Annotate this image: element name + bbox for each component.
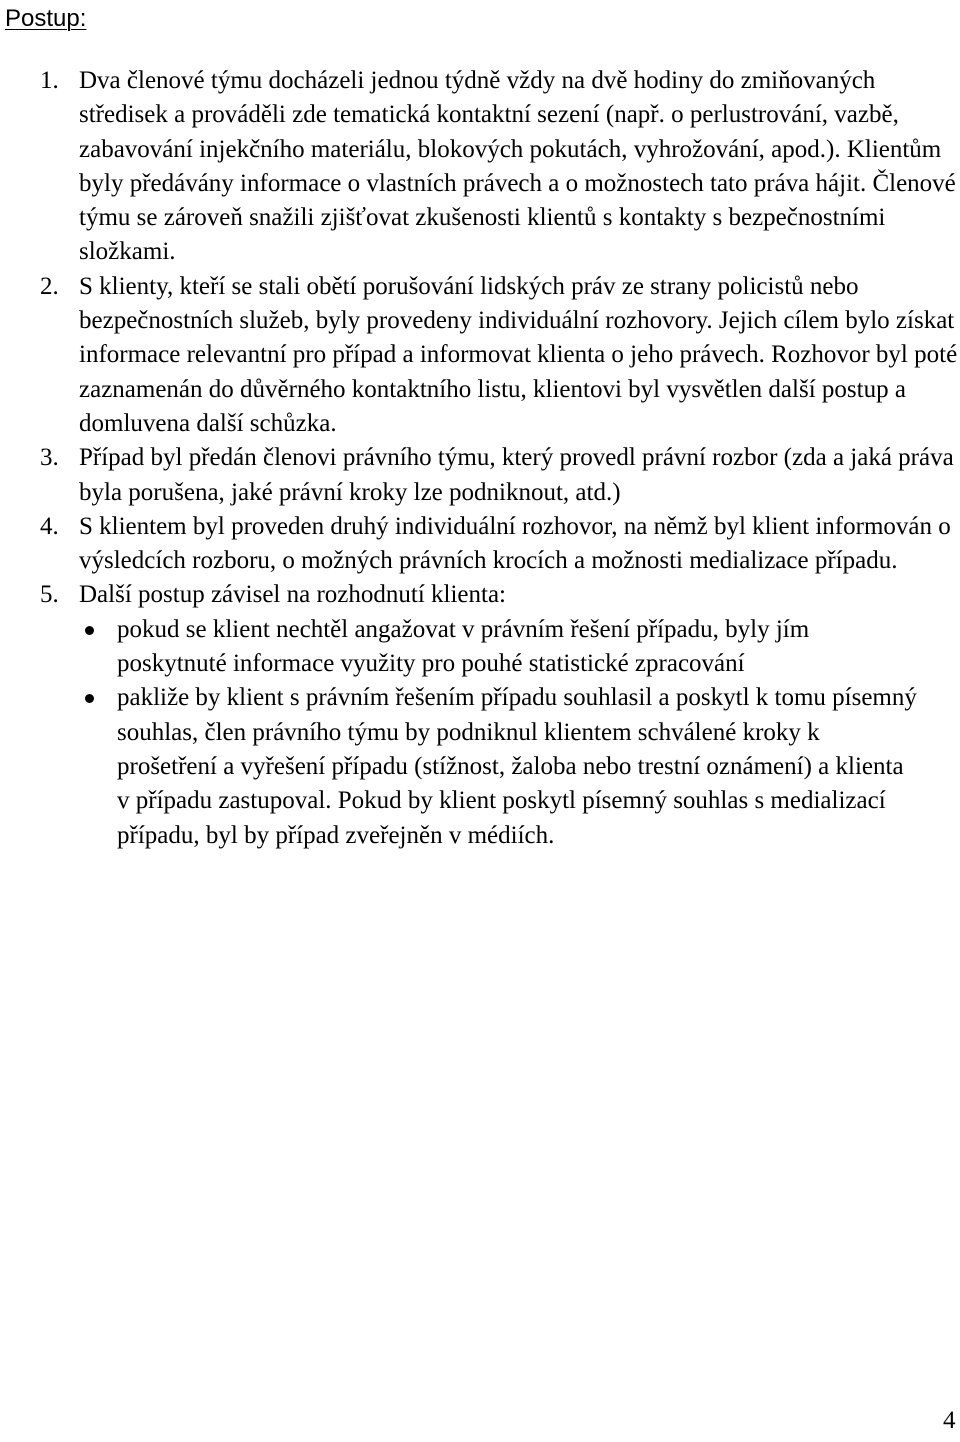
- list-item: [0, 441, 960, 510]
- list-item-text: Další postup závisel na rozhodnutí klienta:: [79, 581, 506, 609]
- list-item-text: S klientem byl proveden druhý individuální rozhovor, na němž byl klient informován o výsledcích rozboru, o možných právních krocích a možnosti medializace případu.: [79, 512, 951, 575]
- list-item: [0, 270, 960, 441]
- list-item-text: Dva členové týmu docházeli jednou týdně vždy na dvě hodiny do zmiňovaných středisek a prováděli zde tematická kontaktní sezení (např. o perlustrování, vazbě, zabavování injekčního materiálu, blokových pokutách, vyhrožování, apod.). Klientům byly předávány informace o vlastních právech a o možnostech tato práva hájit. Členové týmu se zároveň snažili zjišťovat zkušenosti klientů s kontakty s bezpečnostními složkami.: [79, 67, 956, 266]
- list-item: [0, 64, 960, 270]
- list-item-number: 2.: [40, 272, 59, 300]
- bullet-list: [79, 613, 960, 853]
- page-number: 4: [943, 1407, 956, 1434]
- list-item-number: 4.: [40, 512, 59, 540]
- section-heading: Postup:: [5, 5, 87, 32]
- bullet-icon: [85, 694, 94, 703]
- list-item: [0, 578, 960, 852]
- list-item-text: Případ byl předán členovi právního týmu, který provedl právní rozbor (zda a jaká práva byla porušena, jaké právní kroky lze podniknout, atd.): [79, 444, 954, 506]
- bullet-item: [79, 681, 922, 852]
- list-item-text: S klienty, kteří se stali obětí porušování lidských práv ze strany policistů nebo bezpečnostních služeb, byly provedeny individuální rozhovory. Jejich cílem bylo získat informace relevantní pro případ a informovat klienta o jeho právech. Rozhovor byl poté zaznamenán do důvěrného kontaktního listu, klientovi byl vysvětlen další postup a domluvena další schůzka.: [79, 272, 958, 437]
- list-item: [0, 510, 960, 579]
- list-item-number: 3.: [40, 444, 59, 472]
- bullet-text: pokud se klient nechtěl angažovat v právním řešení případu, byly jím poskytnuté informace využity pro pouhé statistické zpracování: [117, 615, 810, 678]
- list-item-number: 5.: [40, 581, 59, 609]
- list-item-number: 1.: [40, 67, 59, 94]
- bullet-item: [79, 613, 922, 682]
- bullet-text: pakliže by klient s právním řešením případu souhlasil a poskytl k tomu písemný souhlas, člen právního týmu by podniknul klientem schválené kroky k prošetření a vyřešení případu (stížnost, žaloba nebo trestní oznámení) a klienta v případu zastupoval. Pokud by klient poskytl písemný souhlas s medializací případu, byl by případ zveřejněn v médiích.: [117, 684, 917, 849]
- procedure-list: [0, 64, 960, 853]
- bullet-icon: [85, 626, 94, 635]
